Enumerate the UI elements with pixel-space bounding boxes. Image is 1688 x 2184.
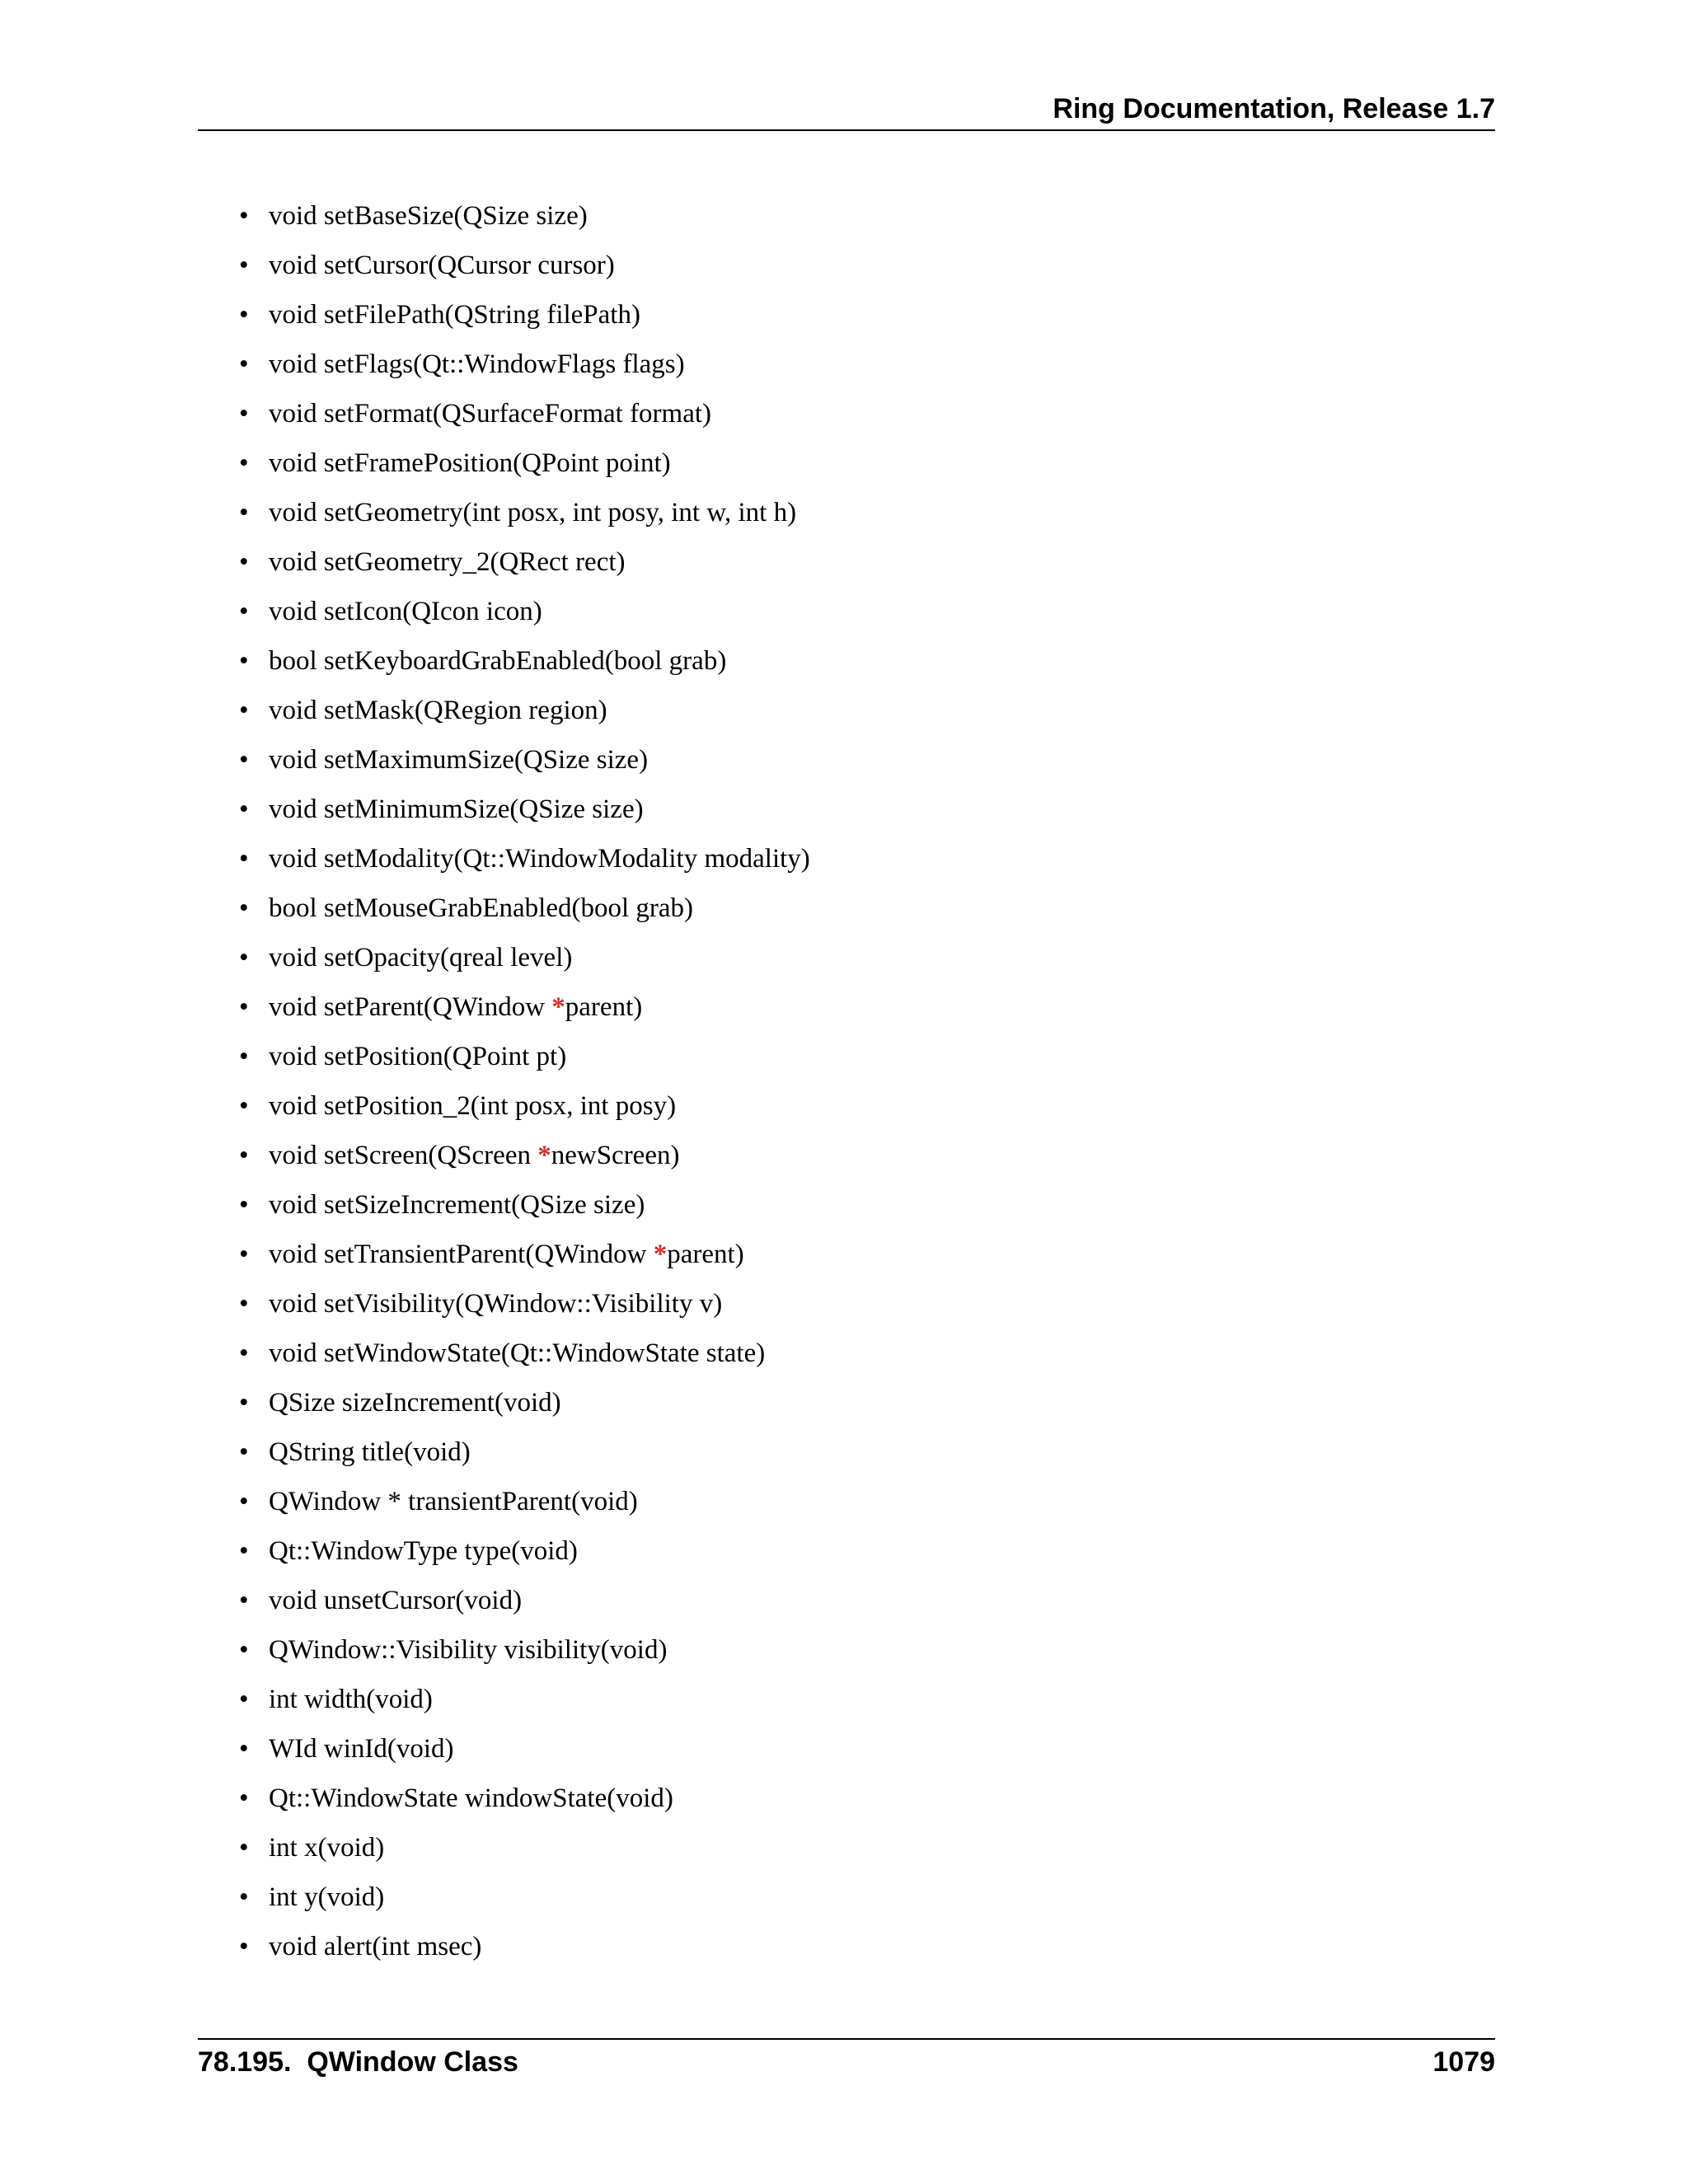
method-list-item: [239, 989, 810, 1038]
method-list-item: [239, 742, 810, 791]
bullet-icon: •: [239, 893, 249, 923]
pointer-asterisk: *: [551, 992, 565, 1022]
bullet-icon: •: [239, 992, 249, 1022]
bullet-icon: •: [239, 1586, 249, 1615]
method-list-item: [239, 1632, 810, 1681]
method-signature: void setPosition(QPoint pt): [269, 1042, 567, 1071]
bullet-icon: •: [239, 1091, 249, 1121]
method-list-item: [239, 544, 810, 593]
bullet-icon: •: [239, 1932, 249, 1961]
method-list-item: [239, 1286, 810, 1335]
method-signature: void setFramePosition(QPoint point): [269, 448, 671, 478]
bullet-icon: •: [239, 794, 249, 824]
method-signature: Qt::WindowState windowState(void): [269, 1783, 673, 1813]
method-list-item: [239, 1879, 810, 1929]
bullet-icon: •: [239, 1685, 249, 1714]
running-header-title: Ring Documentation, Release 1.7: [1053, 93, 1495, 124]
method-signature-rest: parent): [667, 1240, 744, 1269]
method-signature: void setModality(Qt::WindowModality modality): [269, 844, 810, 874]
method-signature: void alert(int msec): [269, 1932, 482, 1961]
method-list-item: [239, 396, 810, 445]
method-signature: void setVisibility(QWindow::Visibility v): [269, 1289, 723, 1319]
method-signature: QSize sizeIncrement(void): [269, 1388, 561, 1418]
method-signature: void setSizeIncrement(QSize size): [269, 1190, 645, 1220]
pointer-asterisk: *: [653, 1240, 668, 1269]
bullet-icon: •: [239, 943, 249, 972]
bullet-icon: •: [239, 696, 249, 725]
bullet-icon: •: [239, 399, 249, 429]
header-rule: [198, 129, 1495, 131]
bullet-icon: •: [239, 1042, 249, 1071]
method-list-item: [239, 940, 810, 989]
method-signature: bool setMouseGrabEnabled(bool grab): [269, 893, 694, 923]
method-list-item: [239, 1582, 810, 1632]
method-list-item: [239, 791, 810, 841]
method-signature: Qt::WindowType type(void): [269, 1536, 578, 1566]
bullet-icon: •: [239, 300, 249, 330]
bullet-icon: •: [239, 201, 249, 231]
method-signature: int y(void): [269, 1882, 385, 1912]
bullet-icon: •: [239, 1833, 249, 1863]
method-signature: void setPosition_2(int posx, int posy): [269, 1091, 677, 1121]
method-list-item: [239, 1187, 810, 1236]
method-list-item: [239, 1335, 810, 1385]
bullet-icon: •: [239, 1783, 249, 1813]
bullet-icon: •: [239, 1289, 249, 1319]
method-signature: void setMask(QRegion region): [269, 696, 607, 725]
page-number: 1079: [1432, 2046, 1495, 2078]
method-signature: void setWindowState(Qt::WindowState state): [269, 1338, 766, 1368]
method-list-item: [239, 890, 810, 940]
bullet-icon: •: [239, 1487, 249, 1516]
bullet-icon: •: [239, 1437, 249, 1467]
method-signature: void setFormat(QSurfaceFormat format): [269, 399, 712, 429]
method-signature: void setScreen(QScreen: [269, 1141, 538, 1170]
method-signature: int width(void): [269, 1685, 433, 1714]
method-signature: void setGeometry(int posx, int posy, int w, int h): [269, 498, 797, 527]
footer-rule: [198, 2038, 1495, 2040]
method-list-item: [239, 297, 810, 346]
bullet-icon: •: [239, 1388, 249, 1418]
method-signature: QString title(void): [269, 1437, 471, 1467]
bullet-icon: •: [239, 1882, 249, 1912]
method-list-item: [239, 445, 810, 494]
method-list-item: [239, 247, 810, 297]
method-list-item: [239, 1830, 810, 1879]
method-signature: void setOpacity(qreal level): [269, 943, 573, 972]
method-list-item: [239, 198, 810, 247]
bullet-icon: •: [239, 448, 249, 478]
method-list-item: [239, 1929, 810, 1978]
method-list-item: [239, 346, 810, 396]
method-list-item: [239, 1533, 810, 1582]
method-list-item: [239, 1681, 810, 1731]
method-signature: void setGeometry_2(QRect rect): [269, 547, 626, 577]
bullet-icon: •: [239, 349, 249, 379]
method-signature: void setTransientParent(QWindow: [269, 1240, 654, 1269]
method-signature-rest: newScreen): [551, 1141, 680, 1170]
method-list: [239, 198, 810, 1978]
method-list-item: [239, 593, 810, 643]
method-list-item: [239, 1038, 810, 1088]
bullet-icon: •: [239, 1190, 249, 1220]
method-list-item: [239, 1385, 810, 1434]
method-signature: void setMaximumSize(QSize size): [269, 745, 649, 775]
method-signature-rest: parent): [565, 992, 643, 1022]
method-signature: void setFilePath(QString filePath): [269, 300, 640, 330]
bullet-icon: •: [239, 844, 249, 874]
method-list-item: [239, 643, 810, 692]
method-signature: WId winId(void): [269, 1734, 454, 1764]
method-signature: bool setKeyboardGrabEnabled(bool grab): [269, 646, 727, 676]
method-signature: int x(void): [269, 1833, 385, 1863]
method-signature: QWindow::Visibility visibility(void): [269, 1635, 668, 1665]
method-list-item: [239, 841, 810, 890]
bullet-icon: •: [239, 646, 249, 676]
method-signature: void setIcon(QIcon icon): [269, 597, 542, 626]
method-list-item: [239, 1434, 810, 1483]
method-list-item: [239, 1483, 810, 1533]
bullet-icon: •: [239, 547, 249, 577]
method-signature: QWindow * transientParent(void): [269, 1487, 638, 1516]
method-signature: void setCursor(QCursor cursor): [269, 251, 615, 280]
bullet-icon: •: [239, 1141, 249, 1170]
bullet-icon: •: [239, 1734, 249, 1764]
method-list-item: [239, 1088, 810, 1137]
method-list-item: [239, 1137, 810, 1187]
footer-section-title: 78.195. QWindow Class: [198, 2046, 518, 2078]
method-signature: void setFlags(Qt::WindowFlags flags): [269, 349, 685, 379]
method-signature: void setParent(QWindow: [269, 992, 552, 1022]
method-list-item: [239, 1780, 810, 1830]
method-list-item: [239, 1236, 810, 1286]
method-list-item: [239, 692, 810, 742]
method-list-item: [239, 1731, 810, 1780]
bullet-icon: •: [239, 597, 249, 626]
bullet-icon: •: [239, 1635, 249, 1665]
bullet-icon: •: [239, 498, 249, 527]
method-signature: void unsetCursor(void): [269, 1586, 523, 1615]
bullet-icon: •: [239, 1240, 249, 1269]
bullet-icon: •: [239, 1338, 249, 1368]
method-signature: void setBaseSize(QSize size): [269, 201, 588, 231]
pointer-asterisk: *: [537, 1141, 551, 1170]
bullet-icon: •: [239, 251, 249, 280]
bullet-icon: •: [239, 745, 249, 775]
bullet-icon: •: [239, 1536, 249, 1566]
method-list-item: [239, 494, 810, 544]
method-signature: void setMinimumSize(QSize size): [269, 794, 644, 824]
